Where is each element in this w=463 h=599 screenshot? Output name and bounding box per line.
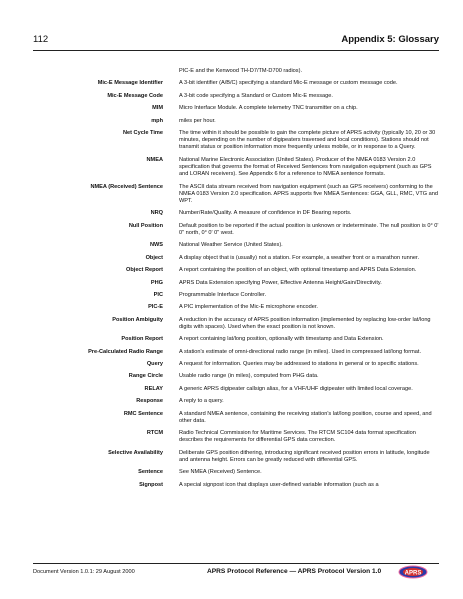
glossary-list (33, 68, 440, 494)
glossary-entry (33, 430, 440, 444)
glossary-definition: A station's estimate of omni-directional radio range (in miles). Used in compressed lat/long format. (179, 348, 422, 355)
glossary-term: MIM (152, 105, 163, 112)
glossary-entry (33, 304, 440, 311)
glossary-definition: Default position to be reported if the actual position is unknown or indeterminate. The null position is 0° 0' 0" north, 0° 0' 0" west. (179, 222, 439, 236)
glossary-term: Null Position (128, 222, 163, 229)
glossary-entry (33, 349, 440, 356)
glossary-definition: See NMEA (Received) Sentence. (179, 469, 262, 476)
glossary-definition: Deliberate GPS position dithering, introducing significant received position errors in latitude, longitude and antenna height. Errors can be greatly reduced with differential GPS. (179, 449, 430, 463)
document-version: Document Version 1.0.1: 29 August 2000 (33, 569, 135, 575)
glossary-definition: The ASCII data stream received from navigation equipment (such as GPS receivers) conforming to the NMEA 0183 Version 2.0 specification. APRS supports five NMEA Sentences: GGA, GLL, RMC, VTG and WPT. (179, 183, 438, 204)
glossary-term: mph (151, 117, 163, 124)
glossary-definition: Micro Interface Module. A complete telemetry TNC transmitter on a chip. (179, 105, 358, 112)
glossary-definition: A display object that is (usually) not a station. For example, a weather front or a marathon runner. (179, 254, 420, 261)
glossary-term: Pre-Calculated Radio Range (88, 348, 163, 355)
glossary-definition: A report containing the position of an object, with optional timestamp and APRS Data Extension. (179, 267, 417, 274)
glossary-definition: A 3-bit code specifying a Standard or Custom Mic-E message. (179, 92, 333, 99)
glossary-term: Position Report (121, 336, 163, 343)
glossary-term: NMEA (Received) Sentence (90, 183, 163, 190)
glossary-term: NWS (149, 242, 163, 249)
glossary-term: PIC-E (148, 304, 163, 311)
glossary-term: Object (145, 254, 163, 261)
glossary-entry (33, 317, 440, 331)
glossary-term: Range Circle (128, 373, 163, 380)
glossary-definition: miles per hour. (179, 117, 216, 124)
glossary-definition: Programmable Interface Controller. (179, 291, 267, 298)
header-divider (33, 50, 439, 51)
header-title: Appendix 5: Glossary (341, 34, 439, 45)
footer-divider (33, 563, 439, 564)
glossary-entry (33, 398, 440, 405)
glossary-term: NRQ (150, 210, 163, 217)
glossary-term: Net Cycle Time (122, 129, 163, 136)
glossary-term: Sentence (138, 469, 163, 476)
glossary-term: Mic-E Message Identifier (97, 80, 163, 87)
page-number: 112 (33, 34, 49, 45)
glossary-definition: APRS Data Extension specifying Power, Effective Antenna Height/Gain/Directivity. (179, 279, 382, 286)
glossary-entry (33, 469, 440, 476)
glossary-entry (33, 210, 440, 217)
glossary-definition: A PIC implementation of the Mic-E microphone encoder. (179, 304, 318, 311)
glossary-entry (33, 68, 440, 75)
glossary-term: Selective Availability (108, 449, 163, 456)
glossary-entry (33, 105, 440, 112)
glossary-entry (33, 184, 440, 206)
glossary-definition: A reduction in the accuracy of APRS position information (implemented by replacing low-order lat/long digits with spaces). Used when the exact position is not known. (179, 316, 431, 330)
glossary-entry (33, 255, 440, 262)
page-header (33, 34, 439, 48)
glossary-definition: Usable radio range (in miles), computed from PHG data. (179, 373, 319, 380)
svg-text:APRS: APRS (404, 570, 422, 577)
glossary-entry (33, 157, 440, 179)
glossary-term: RMC Sentence (123, 410, 163, 417)
glossary-term: Query (146, 361, 163, 368)
glossary-term: Mic-E Message Code (107, 92, 163, 99)
aprs-logo-icon (398, 565, 428, 579)
glossary-entry (33, 267, 440, 274)
glossary-definition: A reply to a query. (179, 398, 224, 405)
footer-reference: APRS Protocol Reference — APRS Protocol Version 1.0 (207, 568, 382, 575)
glossary-entry (33, 373, 440, 380)
glossary-entry (33, 361, 440, 368)
glossary-entry (33, 386, 440, 393)
glossary-term: Position Ambiguity (112, 316, 163, 323)
glossary-definition: Number/Rate/Quality. A measure of confidence in DF Bearing reports. (179, 210, 352, 217)
glossary-entry (33, 130, 440, 152)
glossary-definition: Radio Technical Commission for Maritime Services. The RTCM SC104 data format specification describes the requirements for differential GPS data correction. (179, 430, 416, 444)
glossary-term: NMEA (146, 156, 163, 163)
glossary-term: RELAY (144, 385, 163, 392)
glossary-entry (33, 482, 440, 489)
glossary-term: Object Report (126, 267, 163, 274)
glossary-definition: The time within it should be possible to gain the complete picture of APRS activity (typically 10, 20 or 30 minutes, depending on the number of digipeaters traversed and local conditions). Stations should not transmit status or position information more frequently unless mobile, or in response to a Query. (179, 129, 436, 151)
glossary-term: PHG (150, 279, 163, 286)
glossary-term: PIC (153, 291, 163, 298)
glossary-entry (33, 336, 440, 343)
glossary-entry (33, 280, 440, 287)
glossary-entry (33, 242, 440, 249)
glossary-entry (33, 118, 440, 125)
glossary-term: Signpost (139, 481, 163, 488)
glossary-entry (33, 411, 440, 425)
glossary-entry (33, 93, 440, 100)
glossary-definition: A generic APRS digipeater callsign alias, for a VHF/UHF digipeater with limited local coverage. (179, 385, 413, 392)
glossary-definition: National Weather Service (United States). (179, 242, 283, 249)
glossary-definition: A 3-bit identifier (A/B/C) specifying a standard Mic-E message or custom message code. (179, 80, 398, 87)
glossary-entry (33, 223, 440, 237)
glossary-definition: National Marine Electronic Association (United States). Producer of the NMEA 0183 Version 2.0 specification that governs the format of Received Sentences from navigation equipment (such as GPS and LORAN receivers). See Appendix 6 for a reference to NMEA sentence formats. (179, 156, 432, 178)
glossary-term (33, 68, 163, 75)
glossary-term: Response (136, 398, 163, 405)
glossary-entry (33, 450, 440, 464)
glossary-definition: A report containing lat/long position, optionally with timestamp and Data Extension. (179, 336, 384, 343)
glossary-definition: A request for information. Queries may be addressed to stations in general or to specific stations. (179, 361, 419, 368)
glossary-entry (33, 80, 440, 87)
glossary-definition: A standard NMEA sentence, containing the receiving station's lat/long position, course and speed, and other data. (179, 410, 432, 424)
glossary-term: RTCM (146, 430, 163, 437)
glossary-definition: A special signpost icon that displays user-defined variable information (such as a (179, 481, 379, 488)
glossary-entry (33, 292, 440, 299)
glossary-definition: PIC-E and the Kenwood TH-D7/TM-D700 radios). (179, 68, 303, 74)
